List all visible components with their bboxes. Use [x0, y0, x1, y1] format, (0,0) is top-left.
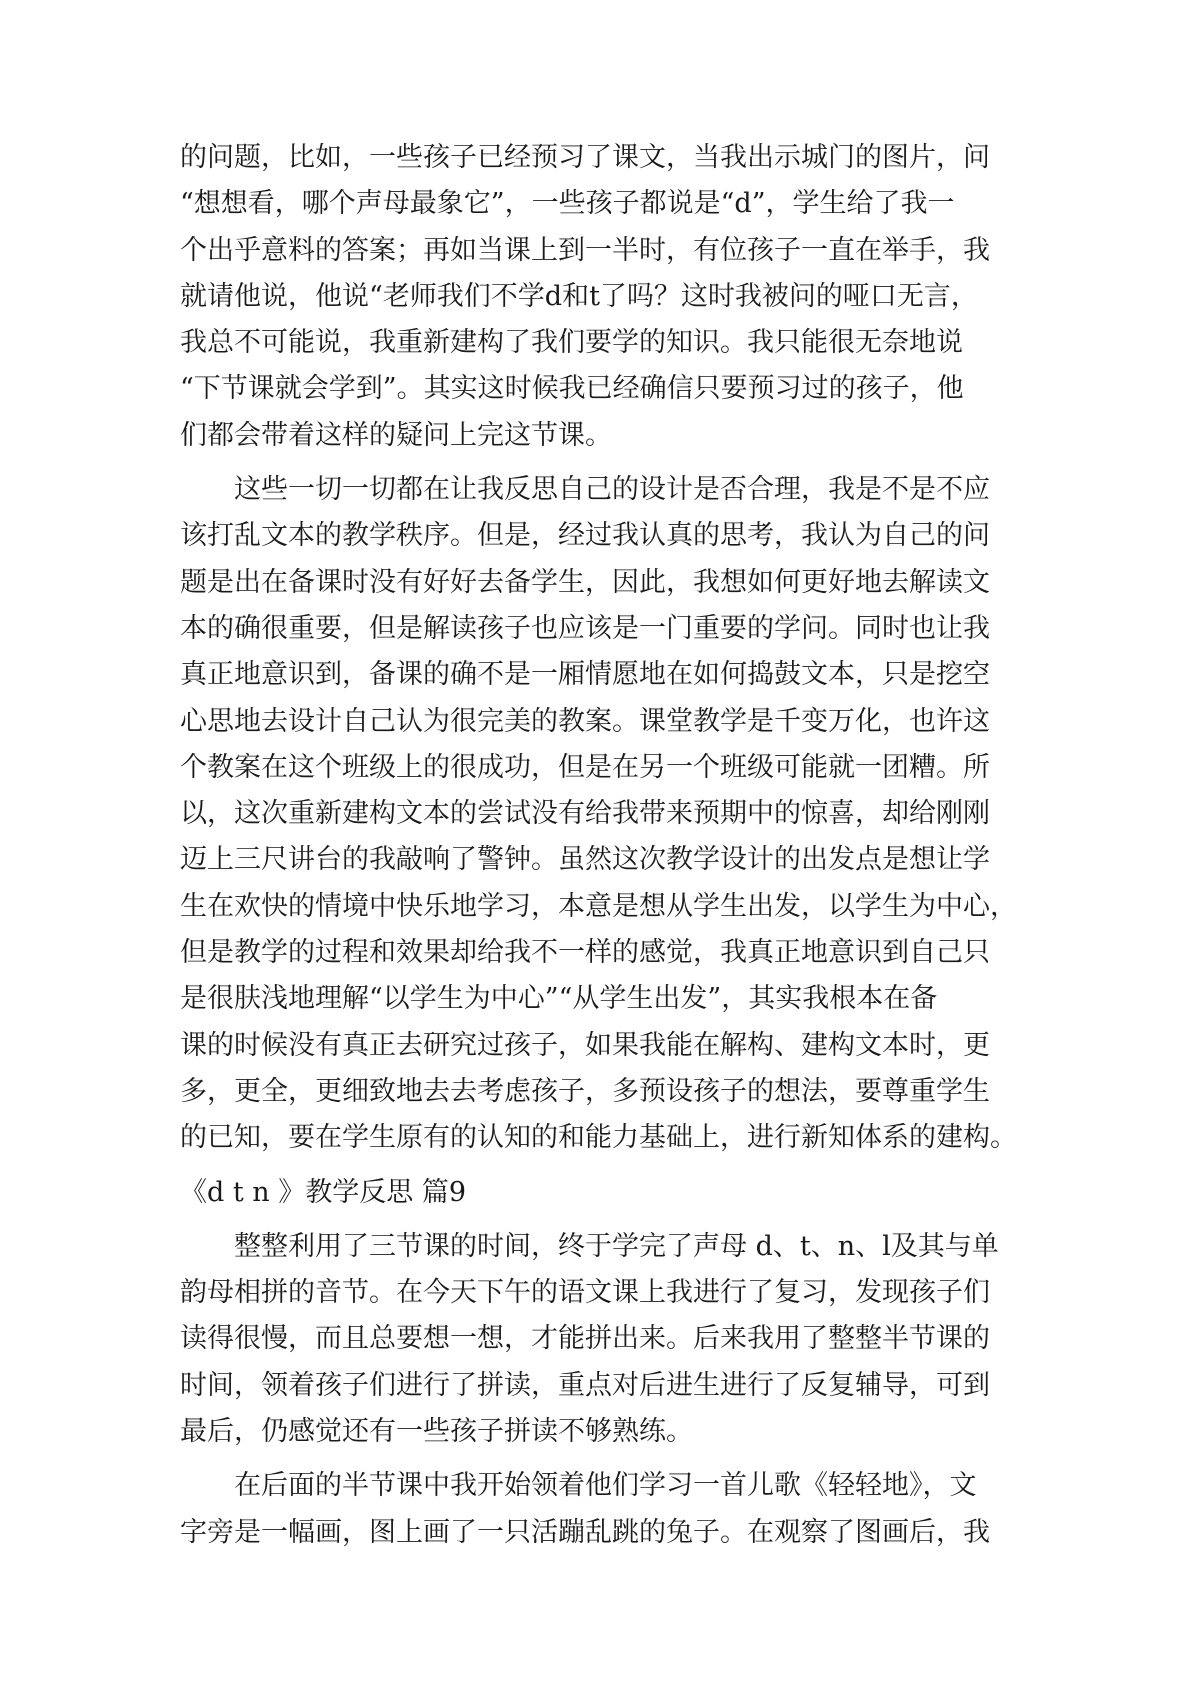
text-line: 读得很慢，而且总要想一想，才能拼出来。后来我用了整整半节课的 [180, 1323, 990, 1355]
text-line: 最后，仍感觉还有一些孩子拼读不够熟练。 [180, 1416, 693, 1448]
text-line: 课的时候没有真正去研究过孩子，如果我能在解构、建构文本时，更 [180, 1029, 990, 1061]
text-line: “下节课就会学到”。其实这时候我已经确信只要预习过的孩子，他 [180, 373, 964, 405]
paragraph-4 [180, 1463, 1010, 1556]
text-line: 以，这次重新建构文本的尝试没有给我带来预期中的惊喜，却给刚刚 [180, 798, 990, 830]
text-line: “想想看，哪个声母最象它”，一些孩子都说是“d”，学生给了我一 [180, 188, 955, 220]
text-line: 我总不可能说，我重新建构了我们要学的知识。我只能很无奈地说 [180, 327, 963, 359]
text-line: 这些一切一切都在让我反思自己的设计是否合理，我是不是不应 [234, 474, 990, 506]
text-line: 字旁是一幅画，图上画了一只活蹦乱跳的兔子。在观察了图画后，我 [180, 1516, 990, 1548]
text-line: 在后面的半节课中我开始领着他们学习一首儿歌《轻轻地》，文 [234, 1470, 977, 1502]
text-line: 但是教学的过程和效果却给我不一样的感觉，我真正地意识到自己只 [180, 937, 990, 969]
text-line: 生在欢快的情境中快乐地学习，本意是想从学生出发，以学生为中心， [180, 890, 1017, 922]
section-heading: 《d t n 》教学反思 篇9 [180, 1176, 467, 1208]
text-line: 题是出在备课时没有好好去备学生，因此，我想如何更好地去解读文 [180, 566, 990, 598]
paragraph-2 [180, 467, 1017, 1161]
text-line: 个出乎意料的答案；再如当课上到一半时，有位孩子一直在举手，我 [180, 234, 990, 266]
paragraph-3 [180, 1224, 1010, 1455]
text-line: 时间，领着孩子们进行了拼读，重点对后进生进行了反复辅导，可到 [180, 1369, 990, 1401]
paragraph-1 [180, 135, 1010, 459]
text-line: 个教案在这个班级上的很成功，但是在另一个班级可能就一团糟。所 [180, 751, 990, 783]
text-line: 心思地去设计自己认为很完美的教案。课堂教学是千变万化，也许这 [180, 705, 990, 737]
text-line: 整整利用了三节课的时间，终于学完了声母 d、t、n、l及其与单 [234, 1230, 999, 1262]
text-line: 是很肤浅地理解“以学生为中心”“从学生出发”，其实我根本在备 [180, 983, 938, 1015]
text-line: 的问题，比如，一些孩子已经预习了课文，当我出示城门的图片，问 [180, 142, 990, 173]
text-line: 多，更全，更细致地去去考虑孩子，多预设孩子的想法，要尊重学生 [180, 1075, 990, 1107]
text-line: 们都会带着这样的疑问上完这节课。 [180, 419, 612, 451]
text-line: 本的确很重要，但是解读孩子也应该是一门重要的学问。同时也让我 [180, 612, 990, 644]
text-line: 的已知，要在学生原有的认知的和能力基础上，进行新知体系的建构。 [180, 1122, 1017, 1154]
text-line: 该打乱文本的教学秩序。但是，经过我认真的思考，我认为自己的问 [180, 520, 990, 552]
text-line: 迈上三尺讲台的我敲响了警钟。虽然这次教学设计的出发点是想让学 [180, 844, 990, 876]
text-line: 韵母相拼的音节。在今天下午的语文课上我进行了复习，发现孩子们 [180, 1277, 990, 1309]
document-body [180, 135, 1017, 1564]
text-line: 就请他说，他说“老师我们不学d和t了吗？这时我被问的哑口无言， [180, 280, 978, 312]
text-line: 真正地意识到，备课的确不是一厢情愿地在如何捣鼓文本，只是挖空 [180, 659, 990, 691]
